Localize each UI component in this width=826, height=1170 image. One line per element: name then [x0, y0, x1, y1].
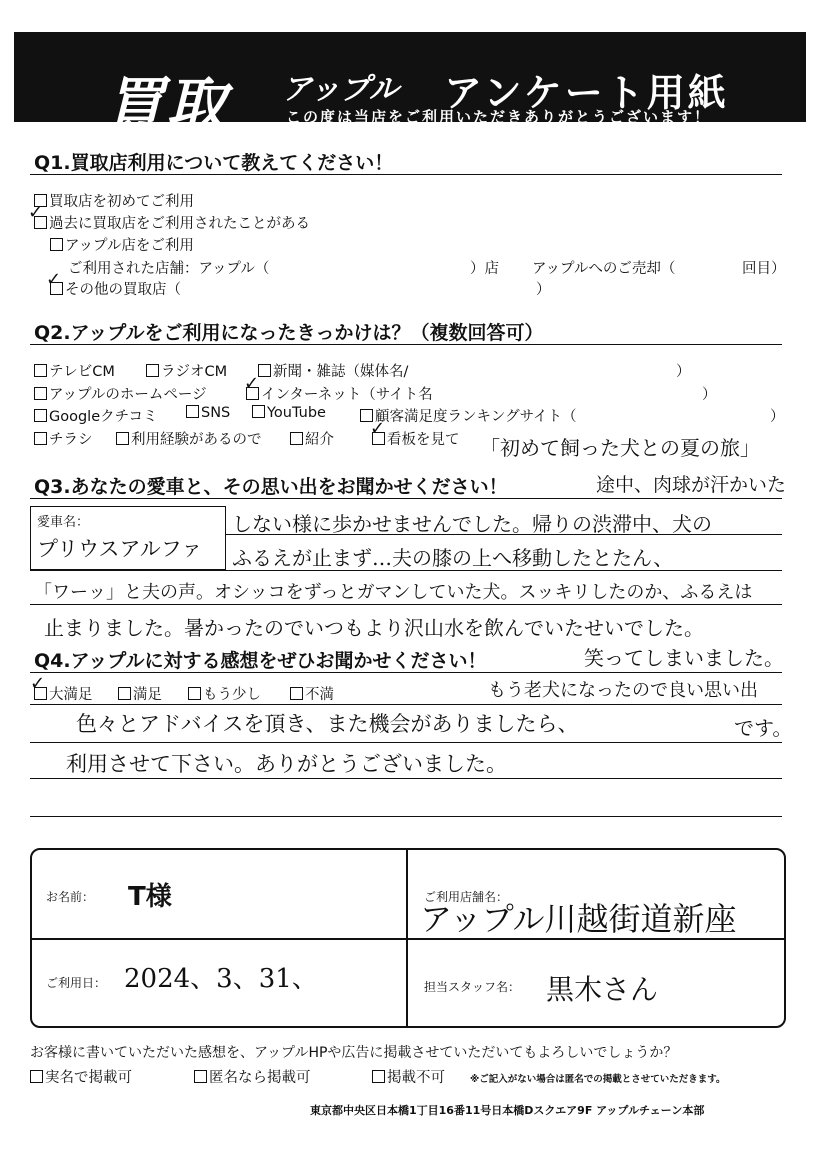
q2-option-youtube[interactable]: YouTube: [252, 405, 326, 421]
q4-title: Q4.アップルに対する感想をぜひお聞かせください！: [34, 650, 487, 672]
checkbox[interactable]: [34, 432, 47, 445]
q2-option-internet[interactable]: インターネット（サイト名: [246, 383, 433, 404]
q2-option-experience[interactable]: 利用経験があるので: [116, 428, 262, 449]
name-value: T様: [128, 882, 172, 912]
q2-option-ranking[interactable]: 顧客満足度ランキングサイト（: [360, 405, 577, 426]
q1-other-close: ）: [536, 282, 551, 298]
writing-line: [30, 816, 782, 817]
writing-line: [30, 570, 782, 571]
customer-info-card: [30, 848, 786, 1028]
checkbox[interactable]: [146, 364, 159, 377]
q1-store-prefix: ご利用された店舗：アップル（: [68, 261, 270, 277]
survey-title: アンケート用紙: [444, 71, 729, 115]
checkmark-icon: ✓: [30, 673, 46, 694]
publish-option-anonymous[interactable]: 匿名なら掲載可: [194, 1066, 311, 1087]
q2-option-flyer[interactable]: チラシ: [34, 428, 93, 449]
checkmark-icon: ✓: [244, 373, 260, 394]
q1-option-apple[interactable]: アップル店をご利用: [50, 234, 194, 255]
divider: [30, 174, 782, 175]
checkbox[interactable]: [186, 405, 199, 418]
writing-line: [30, 604, 782, 605]
checkmark-icon: ✓: [370, 418, 386, 439]
q3-title: Q3.あなたの愛車と、その思い出をお聞かせください！: [34, 476, 508, 498]
writing-line: [30, 778, 782, 779]
q2-option-newspaper[interactable]: 新聞・雑誌（媒体名/: [258, 360, 408, 381]
q2-option-tv[interactable]: テレビCM: [34, 360, 115, 381]
q2-ranking-close: ）: [770, 409, 785, 425]
q3-handwritten-line4: 「ワーッ」と夫の声。オシッコをずっとガマンしていた犬。スッキリしたのか、ふるえは: [34, 582, 753, 603]
q1-count-suffix: 回目）: [742, 261, 786, 277]
q2-option-sign[interactable]: 看板を見て: [372, 428, 460, 449]
writing-line: [226, 534, 782, 535]
checkbox[interactable]: [34, 387, 47, 400]
q4-handwritten-extra1: もう老犬になったので良い思い出: [488, 680, 758, 701]
survey-subtitle: この度は当店をご利用いただきありがとうございます！: [286, 108, 712, 126]
q3-handwritten-line5: 止まりました。暑かったのでいつもより沢山水を飲んでいたせいでした。: [44, 616, 704, 640]
checkbox[interactable]: [252, 405, 265, 418]
checkbox[interactable]: [34, 364, 47, 377]
company-address: 東京都中央区日本橋1丁目16番11号日本橋Dスクエア9F アップルチェーン本部: [310, 1104, 705, 1117]
checkbox[interactable]: [372, 1070, 385, 1083]
name-label: お名前：: [46, 890, 95, 904]
publish-question: お客様に書いていただいた感想を、アップルHPや広告に掲載させていただいてもよろしいでしょうか？: [30, 1045, 678, 1061]
checkbox[interactable]: [34, 409, 47, 422]
writing-line: [30, 742, 782, 743]
divider: [30, 344, 782, 345]
q1-option-used-before[interactable]: 過去に買取店をご利用されたことがある: [34, 212, 310, 233]
q1-count-prefix: アップルへのご売却（: [532, 261, 676, 277]
staff-label: 担当スタッフ名：: [424, 980, 521, 994]
q2-option-sns[interactable]: SNS: [186, 405, 230, 421]
q4-option-very-satisfied[interactable]: 大満足: [34, 683, 93, 704]
checkmark-icon: ✓: [28, 202, 44, 223]
q4-handwritten-extra2: です。: [734, 716, 793, 740]
q1-option-other[interactable]: その他の買取店（: [50, 278, 181, 299]
q4-option-unsatisfied[interactable]: 不満: [290, 683, 334, 704]
checkmark-icon: ✓: [46, 269, 62, 290]
store-label: ご利用店舗名：: [424, 890, 509, 904]
date-label: ご利用日：: [46, 976, 107, 990]
store-value: アップル川越街道新座: [420, 900, 737, 938]
q4-handwritten-line2: 利用させて下さい。ありがとうございました。: [66, 752, 507, 776]
date-value: 2024、3、31、: [124, 964, 318, 994]
q1-title: Q1.買取店利用について教えてください！: [34, 152, 394, 174]
q3-handwritten-line3: ふるえが止まず…夫の膝の上へ移動したとたん、: [232, 546, 674, 570]
checkbox[interactable]: [188, 687, 201, 700]
q2-internet-close: ）: [702, 387, 717, 403]
q2-option-radio[interactable]: ラジオCM: [146, 360, 227, 381]
q2-option-google[interactable]: Googleクチコミ: [34, 405, 158, 426]
publish-option-real-name[interactable]: 実名で掲載可: [30, 1066, 132, 1087]
checkbox[interactable]: [290, 432, 303, 445]
divider: [30, 672, 782, 673]
publish-option-no[interactable]: 掲載不可: [372, 1066, 445, 1087]
header-banner: [14, 32, 806, 141]
q2-title: Q2.アップルをご利用になったきっかけは？（複数回答可）: [34, 322, 544, 344]
q4-option-satisfied[interactable]: 満足: [118, 683, 162, 704]
checkbox[interactable]: [116, 432, 129, 445]
divider: [30, 498, 782, 499]
q3-handwritten-title: 「初めて飼った犬との夏の旅」: [480, 436, 760, 460]
q1-store-suffix: ）店: [470, 261, 499, 277]
car-name-value: プリウスアルファ: [37, 537, 203, 561]
car-name-label: 愛車名：: [37, 515, 90, 530]
q2-news-close: ）: [676, 364, 691, 380]
car-name-box: [30, 506, 226, 570]
checkbox[interactable]: [30, 1070, 43, 1083]
checkbox[interactable]: [118, 687, 131, 700]
checkbox[interactable]: [50, 238, 63, 251]
q1-option-first-time[interactable]: 買取店を初めてご利用: [34, 190, 194, 211]
q3-handwritten-line1: 途中、肉球が汗かいた: [596, 474, 787, 496]
q3-handwritten-line2: しない様に歩かせませんでした。帰りの渋滞中、犬の: [232, 512, 712, 536]
brand-logo: アップル: [282, 72, 399, 107]
staff-value: 黒木さん: [546, 973, 659, 1006]
checkbox[interactable]: [194, 1070, 207, 1083]
q2-option-referral[interactable]: 紹介: [290, 428, 334, 449]
q2-option-homepage[interactable]: アップルのホームページ: [34, 383, 207, 404]
publish-note: ※ご記入がない場合は匿名での掲載とさせていただきます。: [470, 1074, 726, 1085]
q3-handwritten-line6: 笑ってしまいました。: [584, 646, 784, 670]
checkbox[interactable]: [258, 364, 271, 377]
checkbox[interactable]: [290, 687, 303, 700]
kaitori-title: 買取: [104, 71, 228, 141]
q4-handwritten-line1: 色々とアドバイスを頂き、また機会がありましたら、: [76, 712, 579, 736]
writing-line: [30, 704, 782, 705]
q4-option-a-little[interactable]: もう少し: [188, 683, 261, 704]
